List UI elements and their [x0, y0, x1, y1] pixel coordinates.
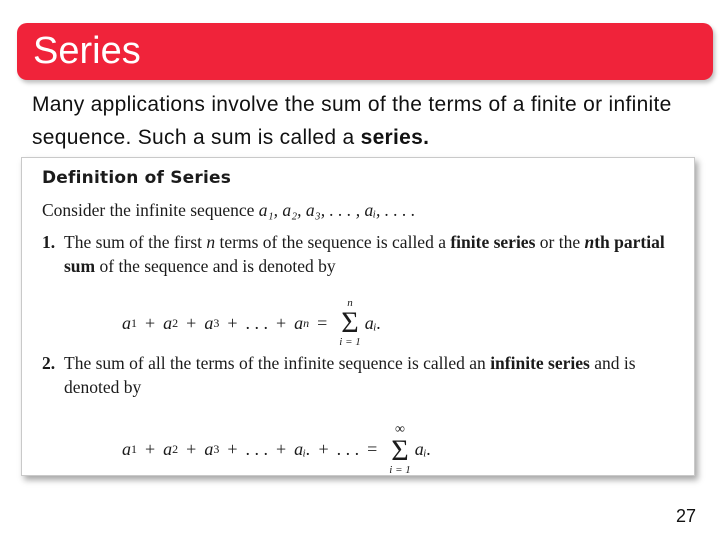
item-text-part: The sum of all the terms of the infinite sequence is called an	[64, 353, 491, 373]
term-sub: 3	[213, 442, 220, 456]
title-bar	[17, 23, 713, 80]
plus-sign: +	[186, 312, 197, 333]
term-sub: 3	[213, 315, 220, 330]
page-number: 27	[675, 506, 696, 526]
item-text-part: The sum of the first	[64, 232, 207, 252]
sequence-expression: a₁, a₂, a₃, . . . , aᵢ, . . . .	[258, 200, 416, 220]
item-text-part: terms of the sequence is called a	[215, 232, 451, 252]
item-text-part: or the	[535, 232, 585, 252]
term-sub: 2	[172, 442, 179, 456]
consider-prefix: Consider the infinite sequence	[42, 200, 259, 220]
sigma-upper-limit: ∞	[395, 422, 406, 437]
term-var: a	[122, 439, 131, 459]
term-var: a	[204, 439, 214, 459]
item-text-part: and is denoted by	[64, 353, 636, 397]
plus-sign: +	[145, 439, 156, 459]
sigma-term: aᵢ.	[364, 312, 382, 333]
item-number: 1.	[42, 232, 56, 252]
intro-term: series.	[360, 126, 430, 149]
plus-sign: +	[275, 439, 287, 459]
item-number: 2.	[42, 353, 56, 373]
term-n: n	[584, 232, 595, 252]
item-var-n: n	[206, 232, 216, 252]
intro-text: Many applications involve the sum of the terms of a finite or infinite sequence. Such a sum is called a	[32, 93, 672, 149]
plus-sign: +	[227, 439, 238, 459]
term-finite-series: finite series	[450, 232, 536, 252]
sigma-lower-limit: i = 1	[389, 464, 411, 476]
plus-sign: +	[318, 439, 329, 459]
sigma-symbol: Σ	[391, 434, 409, 467]
term-var: a	[122, 312, 131, 333]
definition-item-2	[42, 351, 672, 399]
term-partial-sum: th partial sum	[64, 232, 665, 276]
equals-sign: =	[367, 439, 378, 459]
formula-finite-series	[122, 298, 381, 348]
term-ai: aᵢ.	[294, 439, 311, 459]
ellipsis: . . .	[336, 439, 360, 459]
equals-sign: =	[317, 312, 328, 333]
plus-sign: +	[145, 312, 156, 333]
plus-sign: +	[275, 312, 287, 333]
term-sub: 1	[131, 315, 137, 330]
definition-box	[21, 157, 695, 476]
formula-infinite-series	[122, 423, 431, 476]
ellipsis: . . .	[245, 439, 268, 459]
slide-title: Series	[33, 30, 141, 72]
sigma-symbol: Σ	[341, 306, 359, 339]
summation-icon	[339, 298, 360, 348]
ellipsis: . . .	[245, 312, 268, 333]
definition-title: Definition of Series	[42, 168, 232, 188]
term-var: a	[294, 312, 304, 333]
item-text	[64, 351, 672, 399]
term-sub: n	[303, 315, 310, 330]
intro-paragraph	[32, 88, 692, 154]
term-var: a	[163, 312, 173, 333]
item-text-part: of the sequence and is denoted by	[95, 256, 336, 276]
term-var: a	[163, 439, 173, 459]
term-infinite-series: infinite series	[490, 353, 590, 373]
consider-line	[42, 198, 672, 222]
definition-content	[42, 168, 672, 476]
sigma-lower-limit: i = 1	[339, 336, 361, 348]
plus-sign: +	[186, 439, 197, 459]
summation-icon	[389, 423, 410, 476]
item-text	[64, 230, 672, 278]
sigma-upper-limit: n	[347, 297, 353, 309]
sigma-term: aᵢ.	[414, 439, 432, 459]
term-var: a	[204, 312, 214, 333]
term-sub: 2	[172, 315, 179, 330]
term-sub: 1	[131, 442, 137, 456]
definition-item-1	[42, 230, 672, 278]
plus-sign: +	[227, 312, 238, 333]
